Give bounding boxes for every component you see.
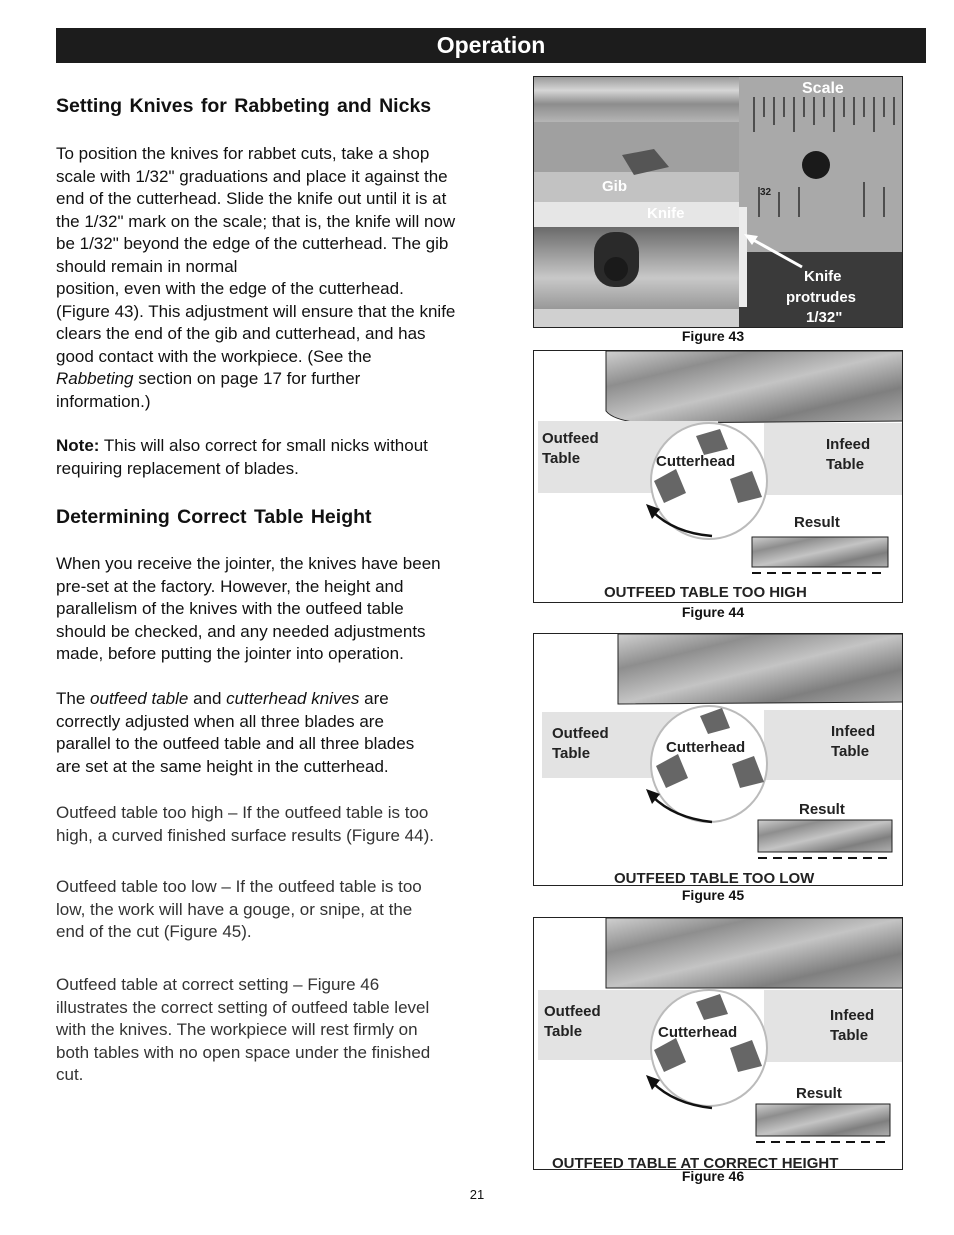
text-line: should remain in normal xyxy=(56,256,238,276)
protrude-label-3: 1/32" xyxy=(806,309,843,326)
figure-46-title: OUTFEED TABLE AT CORRECT HEIGHT xyxy=(552,1155,839,1170)
text-line: Outfeed table at correct setting – Figure 46 xyxy=(56,975,380,994)
infeed-label: Infeed xyxy=(831,723,876,740)
cutterhead-label: Cutterhead xyxy=(666,739,746,756)
protrude-label-2: protrudes xyxy=(786,289,857,306)
text-line: clears the end of the gib and cutterhead, and has xyxy=(56,324,426,343)
text-line: information.) xyxy=(56,391,151,411)
text-line: the 1/32" mark on the scale; that is, the knife will now xyxy=(56,211,456,231)
cutterhead-knives-term: cutterhead knives xyxy=(226,689,360,708)
note-paragraph xyxy=(56,435,482,480)
infeed-label-table: Table xyxy=(830,1027,869,1044)
gib-label: Gib xyxy=(602,178,627,195)
outfeed-table-term: outfeed table xyxy=(90,689,189,708)
text-line: When you receive the jointer, the knives have been xyxy=(56,554,441,573)
text-line: end of the cutterhead. Slide the knife out until it is at xyxy=(56,189,447,208)
figure-45-diagram xyxy=(533,633,903,886)
page-number: 21 xyxy=(469,1187,485,1202)
text-line: should be checked, and any needed adjustments xyxy=(56,621,426,641)
text-line: low, the work will have a gouge, or snipe, at the xyxy=(56,899,413,919)
text-fragment: are xyxy=(359,689,389,708)
figure-44-title: OUTFEED TABLE TOO HIGH xyxy=(604,584,807,601)
outfeed-label: Outfeed xyxy=(552,725,609,742)
figure-46-caption: Figure 46 xyxy=(681,1168,745,1184)
text-line: high, a curved finished surface results (Figure 44). xyxy=(56,825,434,845)
text-line xyxy=(56,368,482,391)
text-fragment: This will also correct for small nicks without xyxy=(99,436,428,455)
table-height-paragraph-1 xyxy=(56,553,482,666)
text-line: made, before putting the jointer into operation. xyxy=(56,644,404,663)
text-line: both tables with no open space under the finished xyxy=(56,1042,431,1062)
text-line: illustrates the correct setting of outfeed table level xyxy=(56,997,430,1017)
result-label: Result xyxy=(796,1085,842,1102)
knife-label: Knife xyxy=(647,205,685,222)
infeed-label: Infeed xyxy=(830,1007,875,1024)
result-label: Result xyxy=(799,801,845,818)
text-line: requiring replacement of blades. xyxy=(56,458,299,478)
correct-setting-paragraph xyxy=(56,974,482,1087)
too-low-paragraph xyxy=(56,876,482,944)
text-line: Outfeed table too low – If the outfeed table is too xyxy=(56,877,422,896)
text-line: pre-set at the factory. However, the height and xyxy=(56,576,404,596)
text-fragment: section on page 17 for further xyxy=(133,369,361,388)
outfeed-label: Outfeed xyxy=(544,1003,601,1020)
figure-44-caption: Figure 44 xyxy=(681,604,745,620)
outfeed-label: Outfeed xyxy=(542,430,599,447)
text-line: cut. xyxy=(56,1065,84,1084)
figure-43-photo xyxy=(533,76,903,328)
text-line: parallelism of the knives with the outfeed table xyxy=(56,599,404,618)
table-height-paragraph-2 xyxy=(56,688,482,778)
header-bar xyxy=(56,28,926,63)
text-line: parallel to the outfeed table and all three blades xyxy=(56,734,415,753)
note-label: Note: xyxy=(56,436,100,455)
text-fragment: and xyxy=(188,689,227,708)
scale-mark: 32 xyxy=(760,187,772,198)
infeed-label: Infeed xyxy=(826,436,871,453)
cutterhead-label: Cutterhead xyxy=(656,453,736,470)
cutterhead-label: Cutterhead xyxy=(658,1024,738,1041)
figure-45-title: OUTFEED TABLE TOO LOW xyxy=(614,870,815,886)
section-heading-table-height: Determining Correct Table Height xyxy=(56,506,372,528)
figure-44-diagram xyxy=(533,350,903,603)
figure-43-caption: Figure 43 xyxy=(681,328,745,344)
outfeed-label-table: Table xyxy=(544,1023,583,1040)
text-line xyxy=(56,688,482,711)
text-line: (Figure 43). This adjustment will ensure that the knife xyxy=(56,301,456,321)
outfeed-label-table: Table xyxy=(542,450,581,467)
text-line: be 1/32" beyond the edge of the cutterhead. The gib xyxy=(56,234,449,253)
text-line: To position the knives for rabbet cuts, take a shop xyxy=(56,144,430,163)
result-label: Result xyxy=(794,514,840,531)
text-line: position, even with the edge of the cutterhead. xyxy=(56,279,404,298)
scale-label: Scale xyxy=(802,80,844,97)
text-line: good contact with the workpiece. (See the xyxy=(56,346,372,366)
text-line xyxy=(56,435,482,458)
text-line: correctly adjusted when all three blades are xyxy=(56,711,384,731)
outfeed-label-table: Table xyxy=(552,745,591,762)
protrude-label-1: Knife xyxy=(804,268,842,285)
section-heading-rabbeting: Setting Knives for Rabbeting and Nicks xyxy=(56,95,432,117)
text-line: scale with 1/32" graduations and place it against the xyxy=(56,166,448,186)
text-fragment: The xyxy=(56,689,91,708)
text-line: are set at the same height in the cutterhead. xyxy=(56,756,389,776)
text-line: end of the cut (Figure 45). xyxy=(56,922,252,941)
text-line: with the knives. The workpiece will rest firmly on xyxy=(56,1020,418,1039)
rabbeting-paragraph xyxy=(56,143,482,413)
too-high-paragraph xyxy=(56,802,482,847)
figure-45-caption: Figure 45 xyxy=(681,887,745,903)
text-line: Outfeed table too high – If the outfeed table is too xyxy=(56,803,429,822)
scale-hole xyxy=(802,151,830,179)
infeed-label-table: Table xyxy=(831,743,870,760)
infeed-label-table: Table xyxy=(826,456,865,473)
rabbeting-reference: Rabbeting xyxy=(56,369,134,388)
figure-46-diagram xyxy=(533,917,903,1170)
page-title: Operation xyxy=(436,32,546,58)
